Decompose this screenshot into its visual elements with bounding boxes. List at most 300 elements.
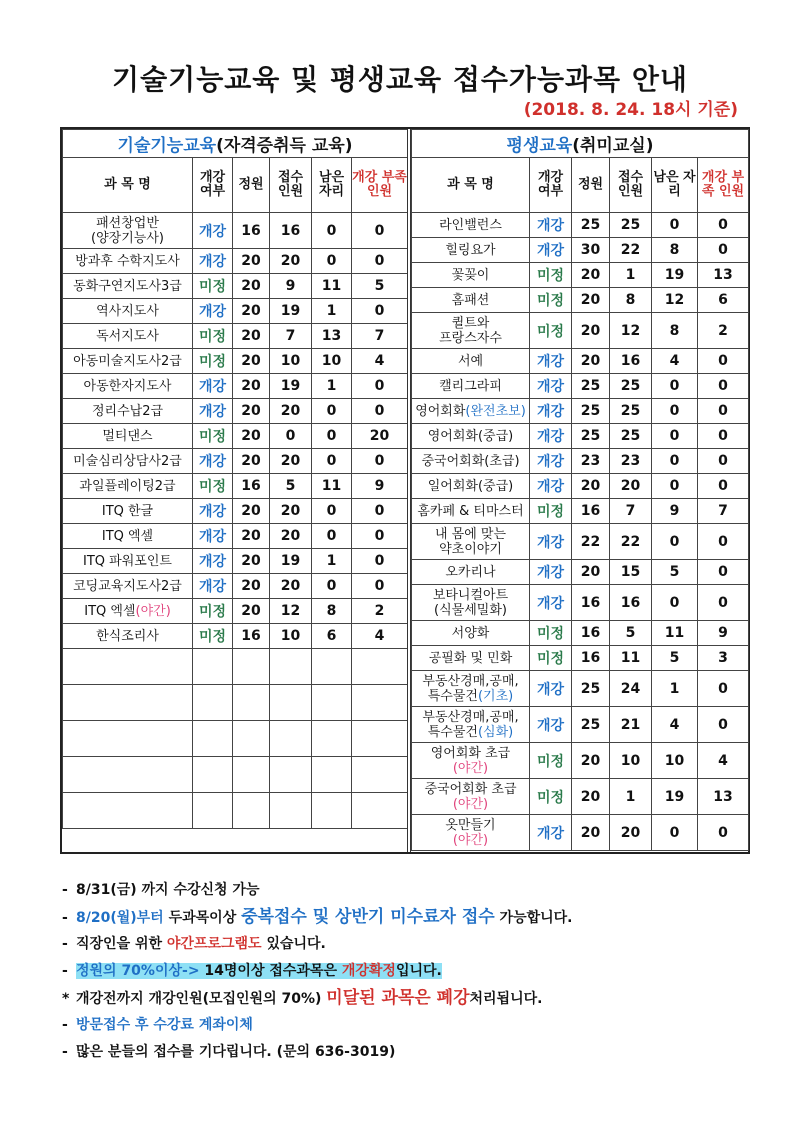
empty-cell — [312, 649, 352, 685]
remaining-value: 0 — [312, 499, 352, 524]
table-row — [412, 263, 749, 288]
remaining-value: 0 — [652, 524, 698, 560]
course-name: 꽃꽂이 — [412, 263, 530, 288]
capacity-value: 25 — [572, 671, 610, 707]
course-name: 아동한자지도사 — [63, 374, 193, 399]
course-status: 미정 — [193, 349, 233, 374]
course-status: 개강 — [193, 574, 233, 599]
col-shortage-header: 개강 부족 인원 — [352, 158, 408, 213]
remaining-value: 1 — [312, 299, 352, 324]
table-row — [412, 288, 749, 313]
left-section-title — [63, 130, 408, 158]
table-row — [412, 424, 749, 449]
right-section-rest: (취미교실) — [572, 136, 654, 156]
remaining-value: 0 — [652, 585, 698, 621]
shortage-value: 0 — [698, 374, 749, 399]
course-status: 미정 — [193, 324, 233, 349]
shortage-value: 0 — [352, 299, 408, 324]
enrolled-value: 24 — [610, 671, 652, 707]
enrolled-value: 20 — [270, 399, 312, 424]
table-row — [63, 757, 408, 793]
course-name: 홈카페 & 티마스터 — [412, 499, 530, 524]
course-status: 미정 — [193, 474, 233, 499]
col-name-header: 과 목 명 — [412, 158, 530, 213]
notice-deadline: - 8/31(금) 까지 수강신청 가능 — [62, 882, 260, 898]
table-row — [63, 274, 408, 299]
remaining-value: 11 — [312, 474, 352, 499]
table-row — [63, 474, 408, 499]
empty-cell — [312, 685, 352, 721]
enrolled-value: 25 — [610, 213, 652, 238]
shortage-value: 3 — [698, 646, 749, 671]
remaining-value: 8 — [652, 238, 698, 263]
empty-cell — [312, 793, 352, 829]
table-row — [412, 474, 749, 499]
right-section-title — [412, 130, 749, 158]
enrolled-value: 16 — [270, 213, 312, 249]
course-name: ITQ 한글 — [63, 499, 193, 524]
table-row — [412, 707, 749, 743]
enrolled-value: 10 — [610, 743, 652, 779]
course-status: 개강 — [530, 213, 572, 238]
remaining-value: 0 — [312, 399, 352, 424]
enrolled-value: 21 — [610, 707, 652, 743]
course-name: 중국어회화(초급) — [412, 449, 530, 474]
table-row — [412, 349, 749, 374]
table-row — [63, 549, 408, 574]
table-row — [412, 671, 749, 707]
shortage-value: 2 — [698, 313, 749, 349]
empty-cell — [63, 721, 193, 757]
remaining-value: 8 — [312, 599, 352, 624]
table-row — [412, 585, 749, 621]
capacity-value: 22 — [572, 524, 610, 560]
course-status: 미정 — [193, 599, 233, 624]
table-row — [63, 524, 408, 549]
course-status: 미정 — [530, 263, 572, 288]
capacity-value: 20 — [572, 779, 610, 815]
enrolled-value: 10 — [270, 624, 312, 649]
enrolled-value: 5 — [610, 621, 652, 646]
course-name: 방과후 수학지도사 — [63, 249, 193, 274]
course-status: 개강 — [530, 238, 572, 263]
table-row — [63, 449, 408, 474]
enrolled-value: 1 — [610, 263, 652, 288]
course-status: 개강 — [530, 349, 572, 374]
col-status-header: 개강 여부 — [530, 158, 572, 213]
empty-cell — [312, 757, 352, 793]
course-name: 옷만들기 (야간) — [412, 815, 530, 851]
page-title: 기술기능교육 및 평생교육 접수가능과목 안내 — [112, 63, 688, 96]
course-name: 멀티댄스 — [63, 424, 193, 449]
table-row — [63, 499, 408, 524]
enrolled-value: 8 — [610, 288, 652, 313]
empty-cell — [352, 721, 408, 757]
shortage-value: 0 — [352, 449, 408, 474]
capacity-value: 16 — [233, 213, 270, 249]
shortage-value: 9 — [698, 621, 749, 646]
course-status: 개강 — [530, 474, 572, 499]
empty-cell — [352, 685, 408, 721]
course-status: 개강 — [530, 399, 572, 424]
capacity-value: 16 — [572, 621, 610, 646]
enrolled-value: 7 — [270, 324, 312, 349]
empty-cell — [63, 685, 193, 721]
course-status: 미정 — [530, 313, 572, 349]
remaining-value: 0 — [652, 474, 698, 499]
table-row — [412, 313, 749, 349]
remaining-value: 0 — [312, 524, 352, 549]
course-name: 영어회화(중급) — [412, 424, 530, 449]
enrolled-value: 16 — [610, 349, 652, 374]
course-status: 개강 — [530, 815, 572, 851]
remaining-value: 6 — [312, 624, 352, 649]
capacity-value: 20 — [233, 499, 270, 524]
course-status: 개강 — [193, 499, 233, 524]
capacity-value: 16 — [233, 474, 270, 499]
shortage-value: 0 — [698, 424, 749, 449]
empty-cell — [270, 685, 312, 721]
enrolled-value: 10 — [270, 349, 312, 374]
enrolled-value: 20 — [610, 474, 652, 499]
table-row — [63, 424, 408, 449]
remaining-value: 0 — [652, 424, 698, 449]
remaining-value: 13 — [312, 324, 352, 349]
table-row — [63, 649, 408, 685]
enrolled-value: 7 — [610, 499, 652, 524]
capacity-value: 20 — [233, 249, 270, 274]
enrolled-value: 25 — [610, 399, 652, 424]
course-name: 홈패션 — [412, 288, 530, 313]
course-name: 보타니컬아트 (식물세밀화) — [412, 585, 530, 621]
course-status: 개강 — [193, 374, 233, 399]
remaining-value: 0 — [652, 213, 698, 238]
notice-duplicate: - 8/20(월)부터 두과목이상 중복접수 및 상반기 미수료자 접수 가능합니다. — [62, 907, 573, 927]
col-remaining-header: 남은 자리 — [312, 158, 352, 213]
capacity-value: 20 — [572, 743, 610, 779]
course-status: 미정 — [530, 779, 572, 815]
left-section-rest: (자격증취득 교육) — [216, 136, 353, 156]
table-row — [63, 374, 408, 399]
capacity-value: 20 — [233, 524, 270, 549]
table-row — [63, 213, 408, 249]
empty-cell — [233, 757, 270, 793]
course-name: 아동미술지도사2급 — [63, 349, 193, 374]
course-table — [60, 127, 750, 854]
enrolled-value: 5 — [270, 474, 312, 499]
capacity-value: 20 — [233, 324, 270, 349]
capacity-value: 30 — [572, 238, 610, 263]
course-status: 미정 — [530, 646, 572, 671]
empty-cell — [193, 685, 233, 721]
remaining-value: 0 — [652, 374, 698, 399]
table-row — [412, 621, 749, 646]
table-row — [63, 299, 408, 324]
table-row — [63, 721, 408, 757]
table-row — [63, 624, 408, 649]
course-name: ITQ 파워포인트 — [63, 549, 193, 574]
course-status: 개강 — [193, 524, 233, 549]
course-status: 미정 — [530, 288, 572, 313]
capacity-value: 20 — [233, 399, 270, 424]
table-row — [63, 599, 408, 624]
course-status: 개강 — [193, 249, 233, 274]
remaining-value: 12 — [652, 288, 698, 313]
table-row — [412, 399, 749, 424]
enrolled-value: 23 — [610, 449, 652, 474]
notice-payment: - 방문접수 후 수강료 계좌이체 — [62, 1017, 253, 1033]
remaining-value: 4 — [652, 707, 698, 743]
empty-cell — [270, 757, 312, 793]
shortage-value: 0 — [698, 474, 749, 499]
shortage-value: 7 — [352, 324, 408, 349]
empty-cell — [352, 649, 408, 685]
capacity-value: 25 — [572, 424, 610, 449]
shortage-value: 0 — [352, 549, 408, 574]
shortage-value: 0 — [352, 399, 408, 424]
enrolled-value: 20 — [270, 249, 312, 274]
enrolled-value: 9 — [270, 274, 312, 299]
table-row — [63, 793, 408, 829]
course-status: 개강 — [530, 585, 572, 621]
remaining-value: 0 — [312, 249, 352, 274]
shortage-value: 9 — [352, 474, 408, 499]
shortage-value: 4 — [698, 743, 749, 779]
empty-cell — [312, 721, 352, 757]
course-status: 개강 — [530, 524, 572, 560]
course-status: 개강 — [530, 560, 572, 585]
capacity-value: 25 — [572, 213, 610, 238]
course-name: ITQ 엑셀(야간) — [63, 599, 193, 624]
course-name: 한식조리사 — [63, 624, 193, 649]
timestamp-subtitle: (2018. 8. 24. 18시 기준) — [523, 100, 738, 120]
enrolled-value: 1 — [610, 779, 652, 815]
shortage-value: 0 — [698, 238, 749, 263]
enrolled-value: 22 — [610, 524, 652, 560]
shortage-value: 0 — [698, 524, 749, 560]
capacity-value: 20 — [233, 374, 270, 399]
empty-cell — [193, 649, 233, 685]
course-status: 개강 — [530, 374, 572, 399]
notice-evening: - 직장인을 위한 야간프로그램도 있습니다. — [62, 936, 326, 952]
enrolled-value: 19 — [270, 549, 312, 574]
empty-cell — [193, 721, 233, 757]
shortage-value: 0 — [352, 499, 408, 524]
empty-cell — [63, 757, 193, 793]
capacity-value: 25 — [572, 374, 610, 399]
shortage-value: 0 — [352, 574, 408, 599]
remaining-value: 0 — [652, 815, 698, 851]
enrolled-value: 19 — [270, 374, 312, 399]
course-name: 일어회화(중급) — [412, 474, 530, 499]
shortage-value: 6 — [698, 288, 749, 313]
course-name: 퀼트와 프랑스자수 — [412, 313, 530, 349]
empty-cell — [270, 721, 312, 757]
course-name: 정리수납2급 — [63, 399, 193, 424]
shortage-value: 13 — [698, 779, 749, 815]
remaining-value: 1 — [652, 671, 698, 707]
capacity-value: 20 — [233, 299, 270, 324]
table-row — [63, 399, 408, 424]
course-name: 역사지도사 — [63, 299, 193, 324]
course-status: 개강 — [193, 449, 233, 474]
shortage-value: 0 — [698, 707, 749, 743]
col-name-header: 과 목 명 — [63, 158, 193, 213]
remaining-value: 10 — [312, 349, 352, 374]
table-row — [412, 449, 749, 474]
enrolled-value: 16 — [610, 585, 652, 621]
capacity-value: 20 — [233, 274, 270, 299]
remaining-value: 1 — [312, 549, 352, 574]
shortage-value: 0 — [698, 449, 749, 474]
remaining-value: 0 — [312, 449, 352, 474]
course-name: 서예 — [412, 349, 530, 374]
col-shortage-header: 개강 부족 인원 — [698, 158, 749, 213]
capacity-value: 20 — [572, 288, 610, 313]
empty-cell — [270, 649, 312, 685]
table-row — [412, 743, 749, 779]
table-row — [63, 324, 408, 349]
remaining-value: 8 — [652, 313, 698, 349]
course-status: 개강 — [530, 449, 572, 474]
enrolled-value: 12 — [610, 313, 652, 349]
course-name: 부동산경매,공매, 특수물건(기초) — [412, 671, 530, 707]
col-status-header: 개강 여부 — [193, 158, 233, 213]
remaining-value: 5 — [652, 646, 698, 671]
col-enrolled-header: 접수 인원 — [610, 158, 652, 213]
enrolled-value: 11 — [610, 646, 652, 671]
course-name: 과일플레이팅2급 — [63, 474, 193, 499]
course-status: 미정 — [193, 624, 233, 649]
empty-cell — [352, 757, 408, 793]
enrolled-value: 25 — [610, 374, 652, 399]
enrolled-value: 20 — [610, 815, 652, 851]
table-row — [412, 524, 749, 560]
course-name: 서양화 — [412, 621, 530, 646]
enrolled-value: 12 — [270, 599, 312, 624]
enrolled-value: 20 — [270, 449, 312, 474]
table-row — [63, 574, 408, 599]
course-status: 개강 — [193, 399, 233, 424]
empty-cell — [233, 649, 270, 685]
col-capacity-header: 정원 — [572, 158, 610, 213]
course-name: 부동산경매,공매, 특수물건(심화) — [412, 707, 530, 743]
shortage-value: 0 — [698, 349, 749, 374]
course-status: 개강 — [193, 213, 233, 249]
capacity-value: 20 — [233, 549, 270, 574]
table-row — [412, 646, 749, 671]
capacity-value: 20 — [572, 349, 610, 374]
capacity-value: 20 — [572, 560, 610, 585]
right-section-highlight: 평생교육 — [506, 136, 573, 156]
capacity-value: 20 — [572, 313, 610, 349]
capacity-value: 16 — [233, 624, 270, 649]
course-name: 패션창업반 (양장기능사) — [63, 213, 193, 249]
capacity-value: 20 — [233, 599, 270, 624]
capacity-value: 25 — [572, 707, 610, 743]
empty-cell — [193, 757, 233, 793]
col-enrolled-header: 접수 인원 — [270, 158, 312, 213]
course-name: 힐링요가 — [412, 238, 530, 263]
shortage-value: 13 — [698, 263, 749, 288]
course-name: 코딩교육지도사2급 — [63, 574, 193, 599]
remaining-value: 0 — [652, 449, 698, 474]
capacity-value: 16 — [572, 585, 610, 621]
course-name: 영어회화(완전초보) — [412, 399, 530, 424]
course-status: 미정 — [530, 621, 572, 646]
enrolled-value: 20 — [270, 524, 312, 549]
notice-list — [62, 878, 762, 1067]
course-status: 미정 — [530, 743, 572, 779]
table-row — [412, 238, 749, 263]
left-table-technical — [62, 129, 407, 829]
course-name: 공필화 및 민화 — [412, 646, 530, 671]
enrolled-value: 20 — [270, 499, 312, 524]
course-name: 동화구연지도사3급 — [63, 274, 193, 299]
enrolled-value: 25 — [610, 424, 652, 449]
course-name: 독서지도사 — [63, 324, 193, 349]
empty-cell — [233, 685, 270, 721]
capacity-value: 20 — [572, 263, 610, 288]
course-name: 중국어회화 초급 (야간) — [412, 779, 530, 815]
table-row — [63, 349, 408, 374]
empty-cell — [63, 793, 193, 829]
shortage-value: 0 — [698, 213, 749, 238]
enrolled-value: 19 — [270, 299, 312, 324]
table-row — [412, 815, 749, 851]
remaining-value: 4 — [652, 349, 698, 374]
empty-cell — [233, 721, 270, 757]
enrolled-value: 22 — [610, 238, 652, 263]
course-name: 오카리나 — [412, 560, 530, 585]
shortage-value: 2 — [352, 599, 408, 624]
notice-cancel: * 개강전까지 개강인원(모집인원의 70%) 미달된 과목은 폐강처리됩니다. — [62, 988, 543, 1008]
capacity-value: 20 — [233, 574, 270, 599]
course-status: 미정 — [193, 274, 233, 299]
remaining-value: 0 — [312, 574, 352, 599]
shortage-value: 0 — [352, 213, 408, 249]
shortage-value: 0 — [698, 585, 749, 621]
capacity-value: 20 — [233, 349, 270, 374]
remaining-value: 0 — [652, 399, 698, 424]
empty-cell — [270, 793, 312, 829]
empty-cell — [233, 793, 270, 829]
course-name: 미술심리상담사2급 — [63, 449, 193, 474]
remaining-value: 5 — [652, 560, 698, 585]
shortage-value: 4 — [352, 624, 408, 649]
left-section-highlight: 기술기능교육 — [117, 136, 217, 156]
course-status: 미정 — [193, 424, 233, 449]
enrolled-value: 15 — [610, 560, 652, 585]
remaining-value: 1 — [312, 374, 352, 399]
shortage-value: 20 — [352, 424, 408, 449]
course-status: 개강 — [193, 299, 233, 324]
remaining-value: 11 — [312, 274, 352, 299]
capacity-value: 20 — [233, 424, 270, 449]
course-name: 영어회화 초급 (야간) — [412, 743, 530, 779]
course-name: 캘리그라피 — [412, 374, 530, 399]
remaining-value: 19 — [652, 779, 698, 815]
notice-confirm: - 정원의 70%이상-> 14명이상 접수과목은 개강확정입니다. — [62, 963, 442, 979]
course-status: 개강 — [530, 424, 572, 449]
shortage-value: 0 — [698, 815, 749, 851]
capacity-value: 23 — [572, 449, 610, 474]
shortage-value: 0 — [352, 374, 408, 399]
table-row — [412, 213, 749, 238]
table-row — [63, 249, 408, 274]
table-row — [63, 685, 408, 721]
table-row — [412, 374, 749, 399]
